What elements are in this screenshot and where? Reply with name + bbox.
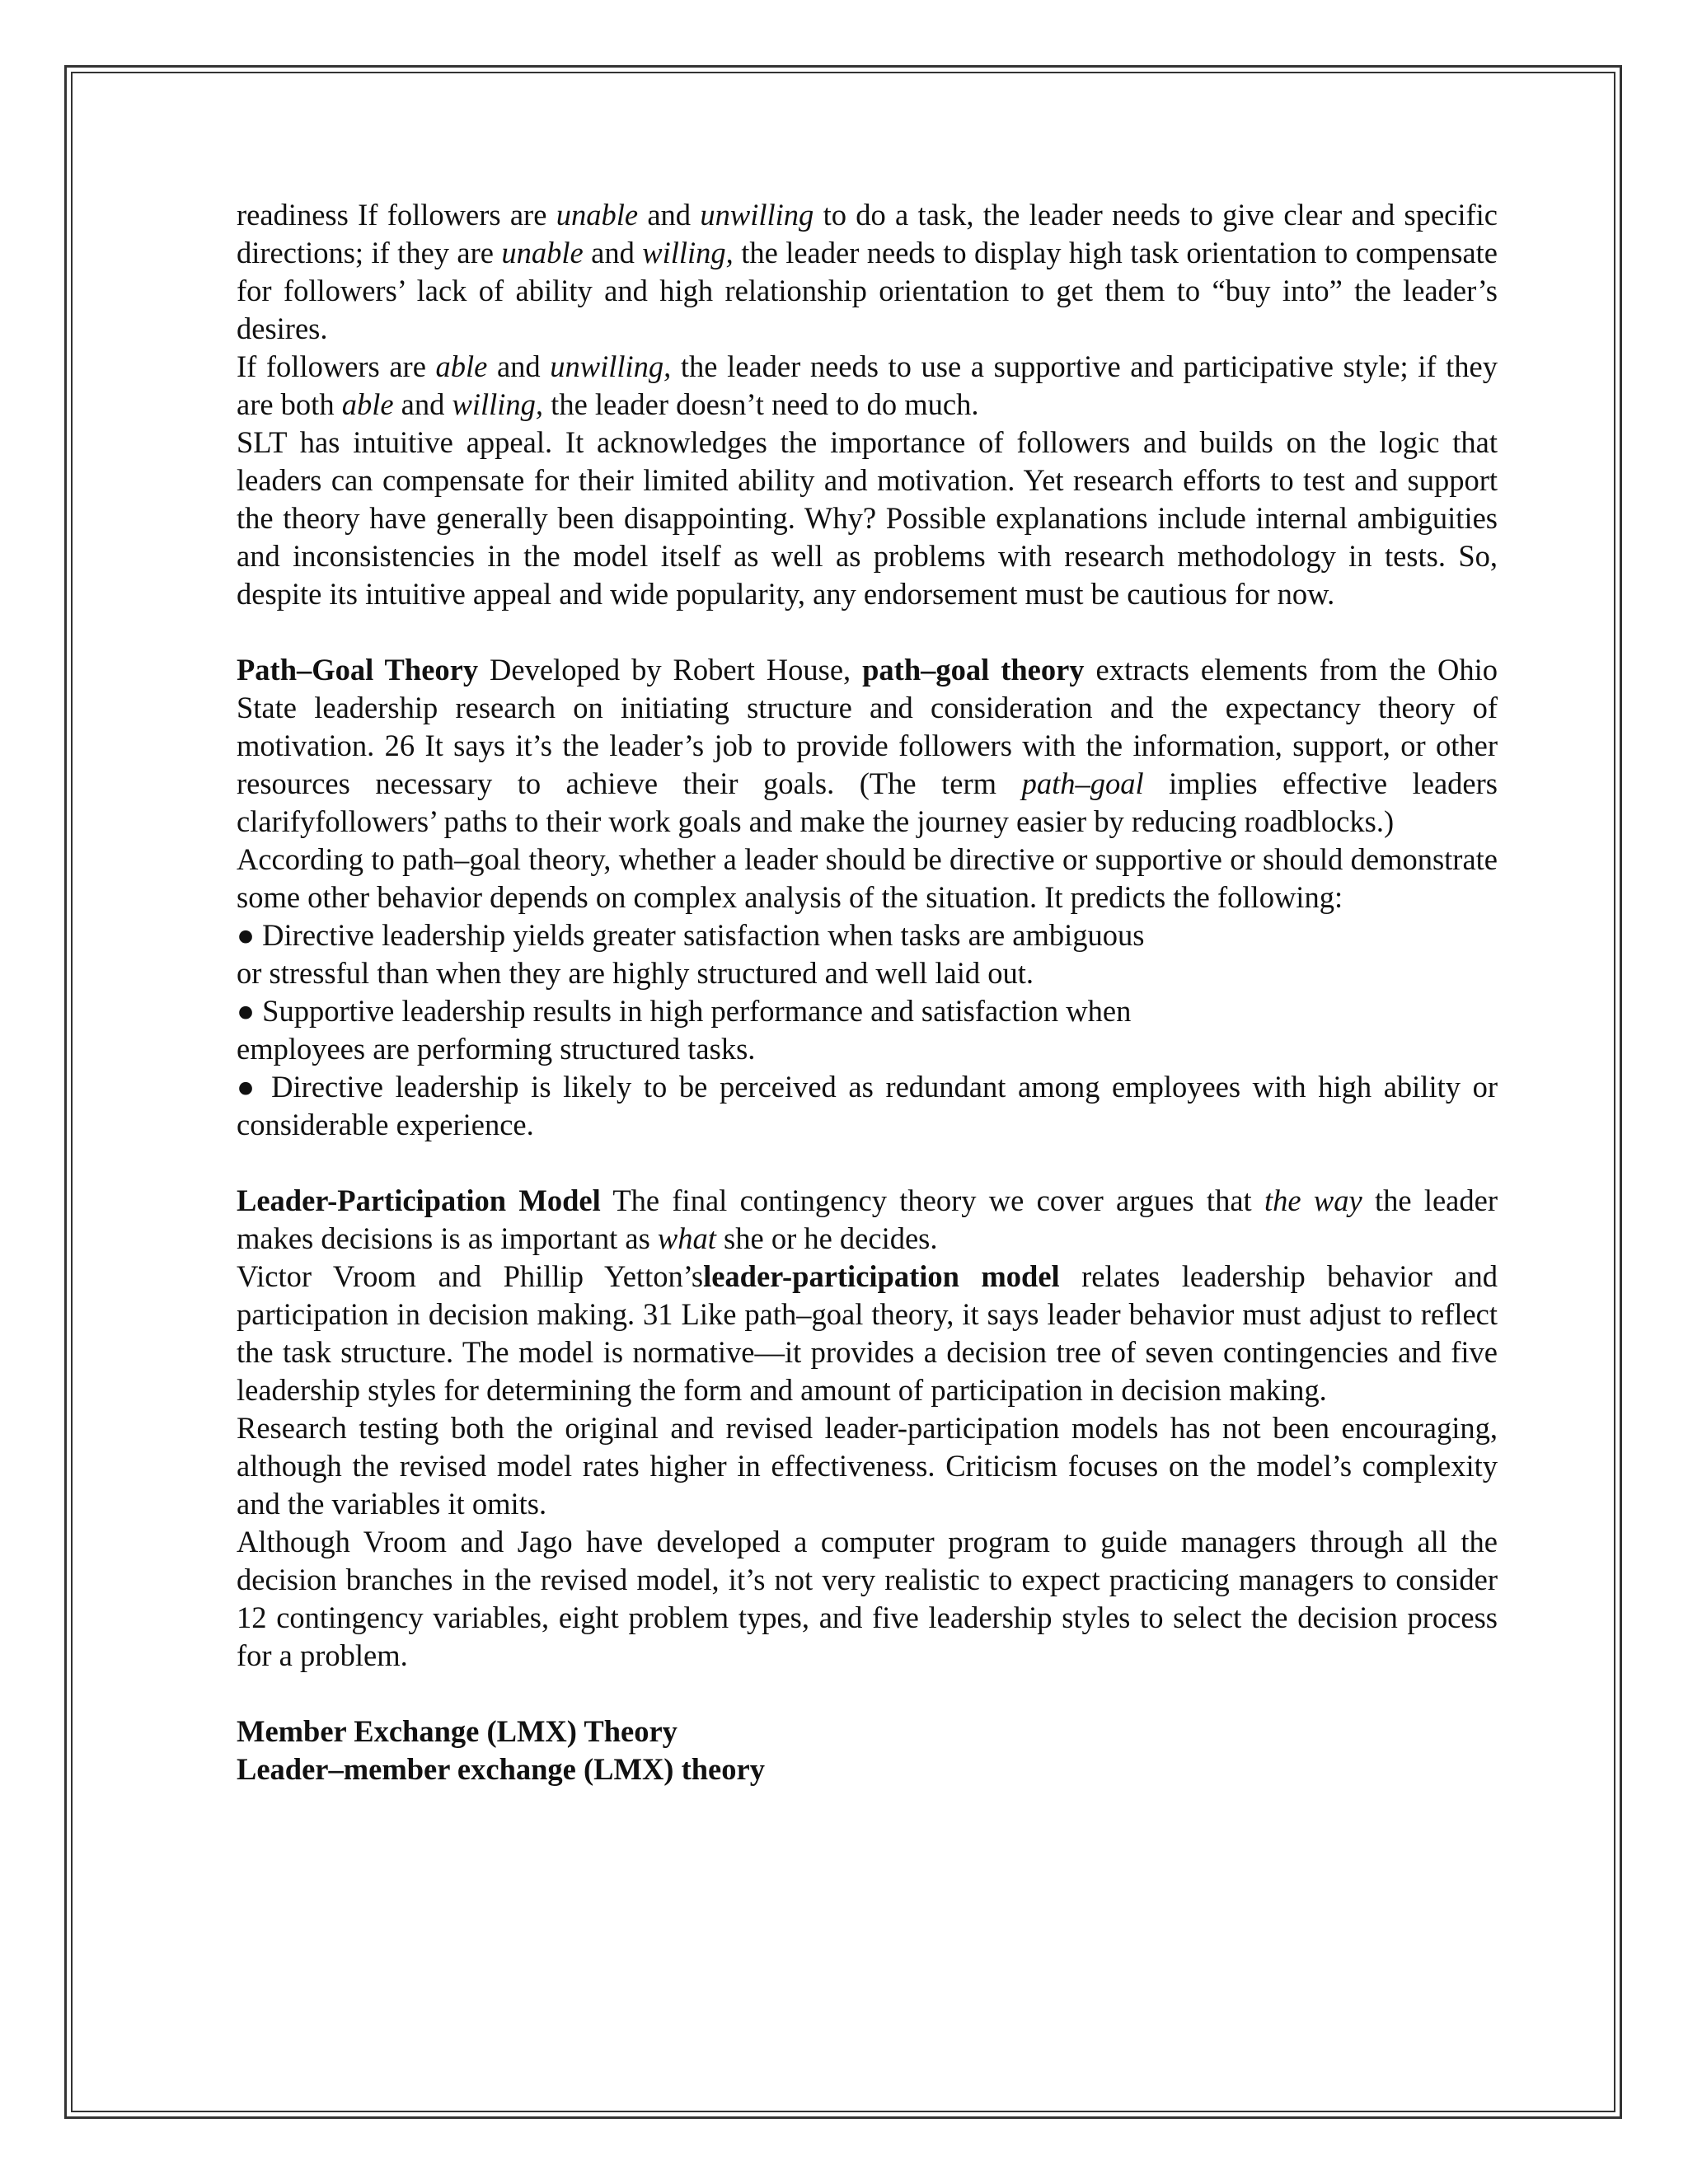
paragraph-slt-appeal: SLT has intuitive appeal. It acknowledges the importance of followers and builds on the logic that leaders can compensate for their limited ability and motivation. Yet research efforts to test and support the theory have generally been disappointing. Why? Possible explanations include internal ambiguities and inconsistencies in the model itself as well as problems with research methodology in tests. So, despite its intuitive appeal and wide popularity, any endorsement must be cautious for now. (237, 425, 1498, 611)
paragraph-path-goal-predicts: According to path–goal theory, whether a leader should be directive or supportive or should demonstrate some other behavior depends on complex analysis of the situation. It predicts the following: (237, 842, 1498, 914)
section-subtitle-lmx: Leader–member exchange (LMX) theory (237, 1752, 765, 1786)
paragraph-research-testing: Research testing both the original and revised leader-participation models has not been encouraging, although the revised model rates higher in effectiveness. Criticism focuses on the model’s complexity and the variables it omits. (237, 1411, 1498, 1521)
bullet-line: ● Directive leadership is likely to be perceived as redundant among employees with high ability or considerable experience. (237, 1070, 1498, 1141)
bullet-line: employees are performing structured tasks. (237, 1032, 756, 1066)
paragraph-slt-able: If followers are able and unwilling, the leader needs to use a supportive and participative style; if they are both able and willing, the leader doesn’t need to do much. (237, 349, 1498, 421)
paragraph-leader-participation: Leader-Participation Model The final contingency theory we cover argues that the way the leader makes decisions is as important as what she or he decides. (237, 1183, 1498, 1255)
paragraph-slt-readiness: readiness If followers are unable and unwilling to do a task, the leader needs to give clear and specific directions; if they are unable and willing, the leader needs to display high task orientation to compensate for followers’ lack of ability and high relationship orientation to get them to “buy into” the leader’s desires. (237, 198, 1498, 345)
section-title-path-goal: Path–Goal Theory (237, 653, 479, 687)
paragraph-path-goal: Path–Goal Theory Developed by Robert House, path–goal theory extracts elements from the Ohio State leadership research on initiating structure and consideration and the expectancy theory of motivation. 26 It says it’s the leader’s job to provide followers with the information, support, or other resources necessary to achieve their goals. (The term path–goal implies effective leaders clarifyfollowers’ paths to their work goals and make the journey easier by reducing roadblocks.) (237, 653, 1498, 838)
section-title-lmx: Member Exchange (LMX) Theory (237, 1714, 678, 1748)
paragraph-vroom-jago: Although Vroom and Jago have developed a computer program to guide managers through all the decision branches in the revised model, it’s not very realistic to expect practicing managers to consider 12 contingency variables, eight problem types, and five leadership styles to select the decision process for a problem. (237, 1525, 1498, 1672)
document-body (237, 196, 1498, 1788)
bullet-line: ● Directive leadership yields greater satisfaction when tasks are ambiguous (237, 918, 1145, 952)
bullet-line: or stressful than when they are highly structured and well laid out. (237, 956, 1034, 990)
bullet-line: ● Supportive leadership results in high performance and satisfaction when (237, 994, 1132, 1028)
section-title-leader-participation: Leader-Participation Model (237, 1183, 601, 1217)
paragraph-vroom-yetton: Victor Vroom and Phillip Yetton’sleader-participation model relates leadership behavior and participation in decision making. 31 Like path–goal theory, it says leader behavior must adjust to reflect the task structure. The model is normative—it provides a decision tree of seven contingencies and five leadership styles for determining the form and amount of participation in decision making. (237, 1259, 1498, 1407)
